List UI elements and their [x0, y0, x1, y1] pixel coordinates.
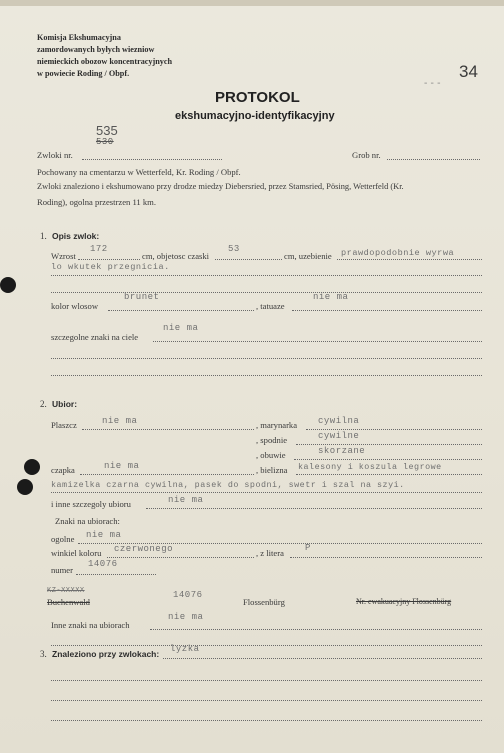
- burial-line-1: Pochowany na cmentarzu w Wetterfeld, Kr. Roding / Obpf.: [37, 167, 241, 177]
- org-line-4: w powiecie Roding / Obpf.: [37, 69, 130, 78]
- inne-znaki-label: Inne znaki na ubiorach: [51, 620, 130, 630]
- wzrost-dotline: [78, 259, 140, 260]
- tatuaze-value: nie ma: [313, 292, 349, 302]
- punch-hole-2: [24, 459, 40, 475]
- section3-empty-1: [51, 680, 482, 681]
- section3-empty-3: [51, 720, 482, 721]
- plaszcz-value: nie ma: [102, 416, 138, 426]
- buchenwald-struck: KZ-XXXXX: [47, 587, 85, 595]
- paper-top-edge: [0, 0, 504, 6]
- winkiel-value: czerwonego: [114, 544, 174, 554]
- section2-empty-line: [51, 645, 482, 646]
- marynarka-dotline: [306, 429, 482, 430]
- grob-label: Grob nr.: [352, 150, 381, 160]
- org-line-2: zamordowanych byłych wiezniow: [37, 45, 155, 54]
- bielizna-label: , bielizna: [256, 465, 288, 475]
- section3-dotline: [163, 658, 482, 659]
- ogolne-label: ogolne: [51, 534, 75, 544]
- org-line-1: Komisja Ekshumacyjna: [37, 33, 121, 42]
- grob-dotline: [387, 159, 480, 160]
- winkiel-dotline: [107, 557, 254, 558]
- extra-clothing-line: kamizelka czarna cywilna, pasek do spodni, swetr i szal na szyi.: [51, 480, 405, 490]
- wzrost-value: 172: [90, 244, 108, 254]
- zwloki-dotline: [82, 159, 222, 160]
- czapka-label: czapka: [51, 465, 75, 475]
- inne-znaki-dotline: [150, 629, 482, 630]
- bielizna-dotline: [296, 474, 482, 475]
- burial-line-2: Zwloki znaleziono i ekshumowano przy drodze miedzy Diebersried, przez Stamsried, Pösing, Wetterfeld (Kr.: [37, 182, 404, 191]
- section1-empty-2: [51, 375, 482, 376]
- section2-heading: Ubior:: [52, 399, 78, 409]
- section3-heading: Znaleziono przy zwlokach:: [52, 649, 160, 659]
- numer-dotline: [76, 574, 156, 575]
- tatuaze-dotline: [292, 310, 482, 311]
- uzebienie-value-2: lo wkutek przegnicia.: [51, 262, 170, 272]
- czaska-value: 53: [228, 244, 240, 254]
- ogolne-value: nie ma: [86, 530, 122, 540]
- litera-dotline: [290, 557, 482, 558]
- czaska-dotline: [215, 259, 282, 260]
- obuwie-value: skorzane: [318, 446, 366, 456]
- uzebienie-label: cm, uzebienie: [284, 251, 332, 261]
- znaki-dotline: [153, 341, 482, 342]
- page-title: PROTOKOL: [215, 89, 300, 106]
- spodnie-label: , spodnie: [256, 435, 288, 445]
- punch-hole-3: [17, 479, 33, 495]
- zwloki-label: Zwloki nr.: [37, 150, 73, 160]
- winkiel-label: winkiel koloru: [51, 548, 102, 558]
- spodnie-value: cywilne: [318, 431, 360, 441]
- numer-value: 14076: [88, 559, 118, 569]
- uzebienie-dotline: [337, 259, 482, 260]
- inne-value: nie ma: [168, 495, 204, 505]
- buchenwald-label: Buchenwald: [47, 597, 90, 607]
- section3-empty-2: [51, 700, 482, 701]
- tatuaze-label: , tatuaze: [256, 301, 285, 311]
- wzrost-label: Wzrost: [51, 251, 76, 261]
- marynarka-label: , marynarka: [256, 420, 298, 430]
- litera-label: , z litera: [256, 548, 284, 558]
- section1-blank-line: [51, 292, 482, 293]
- section1-empty-1: [51, 358, 482, 359]
- page-subtitle: ekshumacyjno-identyfikacyjny: [175, 110, 335, 122]
- czapka-value: nie ma: [104, 461, 140, 471]
- section1-line-2: [51, 275, 482, 276]
- flossenburg-label: Flossenbürg: [243, 597, 285, 607]
- org-line-3: niemieckich obozow koncentracyjnych: [37, 57, 173, 66]
- spodnie-dotline: [296, 444, 482, 445]
- znaki-value: nie ma: [163, 323, 199, 333]
- kolor-dotline: [108, 310, 254, 311]
- bielizna-value: kalesony i koszula legrowe: [298, 462, 442, 472]
- kolor-label: kolor wlosow: [51, 301, 99, 311]
- litera-value: P: [305, 543, 311, 553]
- numer-label: numer: [51, 565, 73, 575]
- section1-number: 1.: [40, 231, 47, 241]
- kolor-value: brunet: [124, 292, 160, 302]
- flossenburg-number: 14076: [173, 590, 203, 600]
- obuwie-label: , obuwie: [256, 450, 286, 460]
- znaki-label: szczegolne znaki na ciele: [51, 332, 139, 342]
- plaszcz-label: Plaszcz: [51, 420, 77, 430]
- section3-number: 3.: [40, 649, 47, 659]
- punch-hole-1: [0, 277, 16, 293]
- uzebienie-value: prawdopodobnie wyrwa: [341, 248, 455, 258]
- pencil-dashes: - - -: [424, 78, 441, 89]
- marynarka-value: cywilna: [318, 416, 360, 426]
- obuwie-dotline: [294, 459, 482, 460]
- inne-dotline: [146, 508, 482, 509]
- section3-value: lyzka: [170, 644, 200, 654]
- znaki-ubior-label: Znaki na ubiorach:: [55, 516, 120, 526]
- section1-heading: Opis zwlok:: [52, 231, 100, 241]
- czapka-dotline: [80, 474, 254, 475]
- objetosc-label: cm, objetosc czaski: [142, 251, 210, 261]
- inne-label: i inne szczegoly ubioru: [51, 499, 131, 509]
- zwloki-number-struck: 530: [96, 137, 114, 147]
- zwloki-number: 535: [96, 123, 118, 138]
- extra-clothing-dotline: [51, 492, 482, 493]
- inne-znaki-value: nie ma: [168, 612, 204, 622]
- nr-ewakuacyjny-label: Nr. ewakuacyjny Flossenbürg: [356, 597, 452, 606]
- plaszcz-dotline: [82, 429, 254, 430]
- section2-number: 2.: [40, 399, 47, 409]
- page-number: 34: [459, 62, 478, 81]
- burial-line-3: Roding), ogolna przestrzen 11 km.: [37, 197, 157, 207]
